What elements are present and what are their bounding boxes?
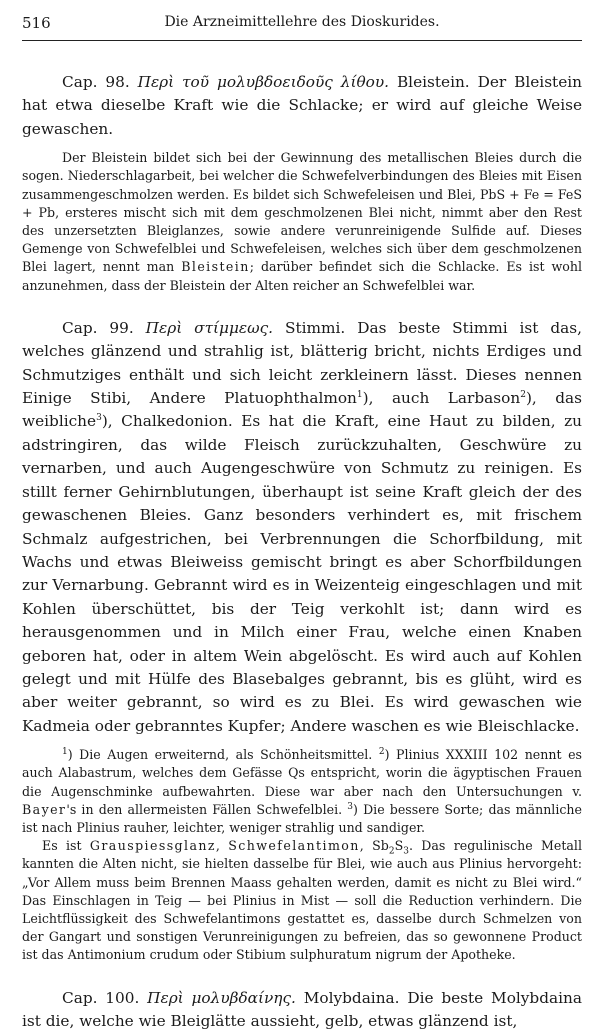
commentary-formula-sb: , Sb <box>359 838 389 854</box>
chapter-98-text: Bleistein. Der Bleistein hat etwa dieselbe Kraft wie die Schlacke; er wird auf gleiche Weise gewaschen. <box>22 73 582 138</box>
chapter-98-paragraph <box>22 71 582 141</box>
chapter-100-paragraph <box>22 987 582 1033</box>
chapter-100-text: Molybdaina. Die beste Molybdaina ist die, welche wie Bleiglätte aussieht, gelb, etwas glänzend ist, <box>22 988 583 1030</box>
footnote-ref-3: 3 <box>96 413 102 424</box>
commentary-formula-s: S <box>394 838 404 854</box>
running-title: Die Arzneimittellehre des Dioskurides. <box>164 14 440 30</box>
footnote-text-4: ) Die bessere Sorte; das männliche ist nach Plinius rauher, leichter, weniger strahlig und sandiger. <box>22 801 582 835</box>
commentary-text-e: . Das regulinische Metall kannten die Alten nicht, sie hielten dasselbe für Blei, wie auch aus Plinius hervorgeht: „Vor Allem muss beim Brennen Maass gehalten werden, damit es nicht zu Blei wird.“ Das Einschlagen in Teig — bei Plinius in Mist — soll die Reduction verhindern. Die Leichtflüssigkeit des Schwefelantimons gestattet es, dasselbe durch Schmelzen von der Gangart und sonstigen Verunreinigungen zu befreien, das so gewonnene Product ist das Antimonium crudum oder Stibium sulphuratum nigrum der Apotheke. <box>22 838 582 963</box>
footnote-mark-2: 2 <box>378 746 385 757</box>
chapter-98-number: Cap. 98. <box>62 73 138 91</box>
footnote-author-name: Bayer <box>22 801 67 817</box>
page-number: 516 <box>22 14 51 32</box>
footnote-mark-1: 1 <box>62 746 68 757</box>
chapter-99-footnotes <box>22 746 582 837</box>
chapter-98-commentary-text-a: Der Bleistein bildet sich bei der Gewinnung des metallischen Bleies durch die sogen. Niederschlagarbeit, bei welcher die Schwefelverbindungen des Bleies mit Eisen zusammengeschmolzen werden. Es bildet sich Schwefeleisen und Blei, PbS + Fe = FeS + Pb, ersteres mischt sich mit dem geschmolzenen Blei nicht, nimmt aber den Rest des unzersetzten Bleiglanzes, sowie andere verunreinigende Sulfide auf. Dieses Gemenge von Schwefelblei und Schwefeleisen, welches sich über dem geschmolzenen Blei lagert, nennt man <box>22 150 582 275</box>
page-header <box>22 14 582 41</box>
footnote-mark-3: 3 <box>347 801 353 812</box>
footnote-text-2: ) Plinius XXXIII 102 nennt es auch Alabastrum, welches dem Gefässe Qs entspricht, worin die ägyptischen Frauen die Augenschminke aufbewahrten. Diese war aber nach den Untersuchungen v. <box>22 747 582 799</box>
chapter-99-greek-title: Περὶ στίμμεως. <box>145 318 274 337</box>
chapter-98-greek-title: Περὶ τοῦ μολυβδοειδοῦς λίθου. <box>137 73 390 91</box>
chapter-99-text-2: ), auch Larbason <box>362 389 521 408</box>
chapter-99-commentary <box>22 837 582 964</box>
footnote-text-1: ) Die Augen erweiternd, als Schönheitsmittel. <box>67 747 379 763</box>
chapter-100-number: Cap. 100. <box>62 988 148 1007</box>
chapter-99-paragraph <box>22 317 582 738</box>
book-page <box>22 14 582 1033</box>
chapter-99-text-3: ), das weibliche <box>22 389 582 431</box>
formula-subscript-1: 2 <box>388 846 395 857</box>
commentary-text-a: Es ist <box>42 838 90 854</box>
chapter-98-commentary <box>22 149 582 295</box>
chapter-98-commentary-spaced-term: Bleistein <box>181 259 250 275</box>
chapter-99-number: Cap. 99. <box>62 318 146 337</box>
footnote-text-3: 's in den allermeisten Fällen Schwefelblei. <box>66 801 348 817</box>
footnote-ref-1: 1 <box>356 389 363 400</box>
chapter-100-greek-title: Περὶ μολυβδαίνης. <box>147 988 296 1007</box>
chapter-99-text-1: Stimmi. Das beste Stimmi ist das, welches glänzend und strahlig ist, blätterig bricht, nichts Erdiges und Schmutziges enthält und sich leicht zerkleinern lässt. Dieses nennen Einige Stibi, Andere Platuophthalmon <box>22 318 582 408</box>
chapter-98-commentary-text-b: ; darüber befindet sich die Schlacke. Es ist wohl anzunehmen, dass der Bleistein der Alten reicher an Schwefelblei war. <box>22 259 583 293</box>
footnote-ref-2: 2 <box>520 389 526 400</box>
commentary-spaced-term-2: Schwefelantimon <box>228 838 360 854</box>
commentary-text-b: , <box>215 838 229 854</box>
commentary-spaced-term-1: Grauspiessglanz <box>89 838 216 854</box>
chapter-99-text-4: ), Chalkedonion. Es hat die Kraft, eine Haut zu bilden, zu adstringiren, das wilde Fleisch zurückzuhalten, Geschwüre zu vernarben, und auch Augengeschwüre von Schmutz zu reinigen. Es stillt ferner Gehirnblutungen, überhaupt ist seine Kraft gleich der des gewaschenen Bleies. Ganz besonders verhindert es, mit frischem Schmalz aufgestrichen, bei Verbrennungen die Schorfbildung, mit Wachs und etwas Bleiweiss gemischt bringt es aber Schorfbildungen zur Vernarbung. Gebrannt wird es in Weizenteig eingeschlagen und mit Kohlen überschüttet, bis der Teig verkohlt ist; dann wird es herausgenommen und in Milch einer Frau, welche einen Knaben geboren hat, oder in altem Wein abgelöscht. Es wird auch auf Kohlen gelegt und mit Hülfe des Blasebalges gebrannt, bis es glüht, wird es aber weiter gebrannt, so wird es zu Blei. Es wird gewaschen wie Kadmeia oder gebranntes Kupfer; Andere waschen es wie Bleischlacke. <box>22 412 582 735</box>
formula-subscript-2: 3 <box>403 846 409 857</box>
